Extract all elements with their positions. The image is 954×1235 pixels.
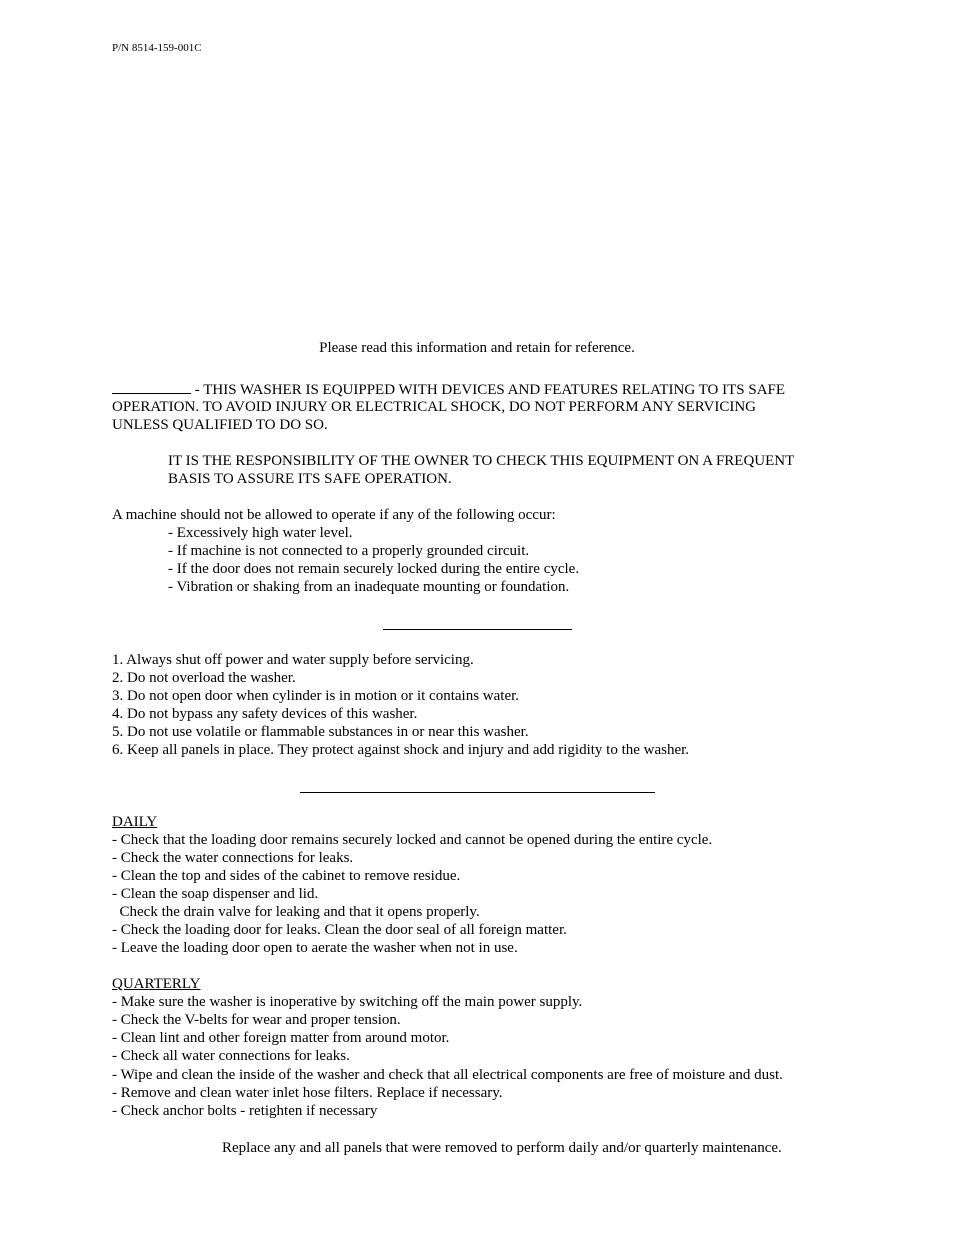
condition-item: - Excessively high water level. — [168, 525, 353, 541]
warning-text-1: - THIS WASHER IS EQUIPPED WITH DEVICES AND FEATURES RELATING TO ITS SAFE — [191, 382, 786, 398]
quarterly-item: - Wipe and clean the inside of the washer and check that all electrical components are free of moisture and dust. — [112, 1067, 783, 1083]
condition-item: - If machine is not connected to a properly grounded circuit. — [168, 543, 530, 559]
intro-notice: Please read this information and retain for reference. — [319, 340, 635, 356]
warning-line-1 — [112, 380, 785, 399]
quarterly-item: - Clean lint and other foreign matter from around motor. — [112, 1030, 450, 1046]
quarterly-item: - Check anchor bolts - retighten if necessary — [112, 1103, 378, 1119]
quarterly-heading: QUARTERLY — [112, 976, 201, 992]
part-number: P/N 8514-159-001C — [112, 42, 202, 54]
warning-line-3: UNLESS QUALIFIED TO DO SO. — [112, 417, 328, 433]
responsibility-line-1: IT IS THE RESPONSIBILITY OF THE OWNER TO CHECK THIS EQUIPMENT ON A FREQUENT — [168, 453, 795, 469]
warning-blank-rule — [112, 380, 191, 394]
daily-item: - Leave the loading door open to aerate the washer when not in use. — [112, 940, 518, 956]
daily-item: - Check that the loading door remains securely locked and cannot be opened during the entire cycle. — [112, 832, 713, 848]
condition-item: - If the door does not remain securely locked during the entire cycle. — [168, 561, 580, 577]
closing-note: Replace any and all panels that were removed to perform daily and/or quarterly maintenance. — [222, 1140, 782, 1156]
condition-item: - Vibration or shaking from an inadequate mounting or foundation. — [168, 579, 570, 595]
rule-item: 6. Keep all panels in place. They protect against shock and injury and add rigidity to the washer. — [112, 742, 690, 758]
section-divider-rule — [300, 792, 655, 793]
daily-item: Check the drain valve for leaking and that it opens properly. — [112, 904, 480, 920]
quarterly-item: - Make sure the washer is inoperative by switching off the main power supply. — [112, 994, 583, 1010]
quarterly-item: - Check all water connections for leaks. — [112, 1048, 350, 1064]
rule-item: 4. Do not bypass any safety devices of this washer. — [112, 706, 418, 722]
rule-item: 1. Always shut off power and water supply before servicing. — [112, 652, 474, 668]
rule-item: 5. Do not use volatile or flammable substances in or near this washer. — [112, 724, 529, 740]
section-divider-rule — [383, 629, 572, 630]
rule-item: 2. Do not overload the washer. — [112, 670, 296, 686]
responsibility-line-2: BASIS TO ASSURE ITS SAFE OPERATION. — [168, 471, 452, 487]
daily-item: - Check the water connections for leaks. — [112, 850, 354, 866]
daily-item: - Clean the soap dispenser and lid. — [112, 886, 319, 902]
daily-heading: DAILY — [112, 814, 158, 830]
quarterly-item: - Remove and clean water inlet hose filters. Replace if necessary. — [112, 1085, 503, 1101]
daily-item: - Check the loading door for leaks. Clean the door seal of all foreign matter. — [112, 922, 567, 938]
conditions-lead: A machine should not be allowed to operate if any of the following occur: — [112, 507, 556, 523]
quarterly-item: - Check the V-belts for wear and proper tension. — [112, 1012, 401, 1028]
daily-item: - Clean the top and sides of the cabinet to remove residue. — [112, 868, 461, 884]
warning-line-2: OPERATION. TO AVOID INJURY OR ELECTRICAL SHOCK, DO NOT PERFORM ANY SERVICING — [112, 399, 756, 415]
rule-item: 3. Do not open door when cylinder is in motion or it contains water. — [112, 688, 520, 704]
